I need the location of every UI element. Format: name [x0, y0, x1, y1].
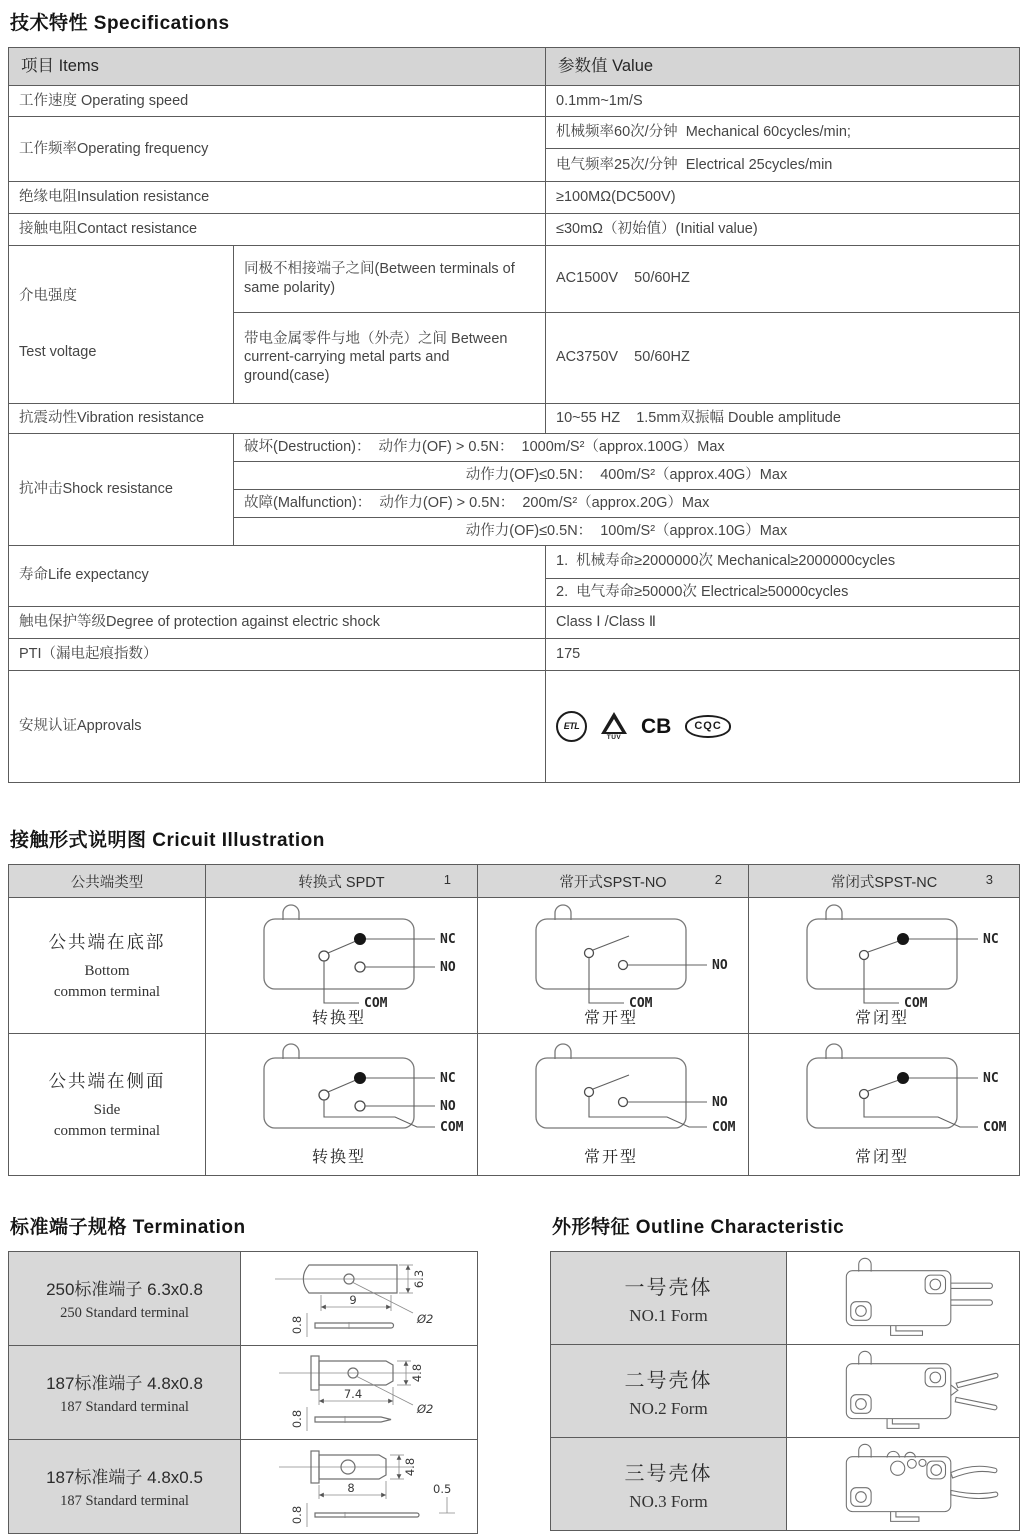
spst-no-bottom-diagram: [481, 899, 746, 1027]
com-wire: [324, 1100, 435, 1127]
dim-extra-leader: [439, 1497, 455, 1513]
outline-row-2-label: [551, 1345, 787, 1438]
termination-row-250-label: [9, 1252, 241, 1346]
terminal-blade-1: [956, 1373, 998, 1387]
plunger: [555, 1044, 571, 1059]
circuit-diagram-nc-side: [749, 1034, 1020, 1176]
circuit-header-spst-no-text: 常开式SPST-NO: [559, 874, 667, 891]
termination-250-label-en: 250 Standard terminal: [60, 1305, 189, 1322]
spst-nc-side-diagram: [752, 1038, 1017, 1166]
nc-contact: [355, 934, 366, 945]
circuit-row-side-label: [9, 1034, 206, 1176]
spec-operating-speed-label: 工作速度 Operating speed: [9, 86, 546, 117]
terminal-chevron: [951, 1385, 958, 1396]
spec-contact-resistance-value: ≤30mΩ（初始值）(Initial value): [546, 214, 1020, 246]
spec-test-voltage-label-en: Test voltage: [19, 344, 97, 361]
terminal-blade-2: [951, 1490, 998, 1498]
nc-label: NC: [440, 1071, 456, 1087]
spec-approvals-label: 安规认证Approvals: [9, 670, 546, 782]
spec-test-voltage-label-cn: 介电强度: [19, 287, 77, 304]
nc-label: NC: [982, 932, 999, 948]
plunger: [283, 1044, 299, 1059]
outline-2-label-cn: 二号壳体: [624, 1369, 713, 1392]
com-label: COM: [982, 1120, 1006, 1136]
circuit-diagram-no-side: [478, 1034, 749, 1176]
tuv-triangle-icon: [601, 712, 627, 734]
plunger: [859, 1258, 871, 1271]
spec-vibration-value: 10~55 HZ 1.5mm双振幅 Double amplitude: [546, 403, 1020, 433]
com-label: COM: [628, 996, 652, 1012]
screw-hole: [856, 1399, 867, 1410]
termination-section-title: 标准端子规格 Termination: [10, 1217, 246, 1239]
dim-length: 7.4: [343, 1387, 363, 1402]
no-contact: [618, 1098, 627, 1107]
dim-extra: 0.5: [433, 1482, 452, 1497]
spst-no-side-diagram: [481, 1038, 746, 1166]
terminal-l-shape: [891, 1512, 919, 1522]
terminal-l-shape: [887, 1419, 919, 1429]
spec-shock-label: 抗冲击Shock resistance: [9, 433, 234, 545]
termination-row-250-drawing: [241, 1252, 478, 1346]
termination-187b-label-cn: 187标准端子 4.8x0.5: [46, 1468, 203, 1488]
spec-insulation-value: ≥100MΩ(DC500V): [546, 182, 1020, 214]
outline-row-1-label: [551, 1252, 787, 1345]
com-pivot: [584, 1088, 593, 1097]
screw-hole: [856, 1306, 867, 1317]
dim-width: 4.8: [410, 1363, 424, 1383]
cb-certification-icon: CB: [641, 714, 672, 738]
etl-icon-text: ETL: [563, 720, 580, 731]
termination-row-187b-label: [9, 1440, 241, 1534]
circuit-header-spst-nc-text: 常闭式SPST-NC: [830, 874, 938, 891]
outline-section: [550, 1212, 1020, 1534]
plunger: [283, 905, 299, 920]
outline-1-label-en: NO.1 Form: [629, 1305, 708, 1325]
screw-hole: [930, 1372, 941, 1383]
circuit-header-num-2: 2: [714, 872, 722, 888]
plunger: [859, 1444, 871, 1457]
tuv-certification-icon: [601, 712, 627, 742]
bottom-common-label-en: [10, 961, 204, 1002]
spec-life-label: 寿命Life expectancy: [9, 545, 546, 606]
outline-section-title: 外形特征 Outline Characteristic: [552, 1217, 845, 1239]
dim-thickness: 0.8: [290, 1409, 304, 1429]
spec-shock-line-1: 破坏(Destruction)： 动作力(OF) > 0.5N： 1000m/S²（approx.100G）Max: [234, 433, 1020, 461]
side-common-label-en: [10, 1100, 204, 1141]
circuit-header-num-3: 3: [985, 872, 993, 888]
diagram-caption: 常开型: [583, 1010, 638, 1028]
dim-thickness: 0.8: [290, 1315, 304, 1335]
spec-pti-label: PTI（漏电起痕指数）: [9, 638, 546, 670]
etl-certification-icon: [556, 711, 587, 742]
plunger: [826, 905, 842, 920]
termination-row-187a-label: [9, 1346, 241, 1440]
plunger: [859, 1351, 871, 1364]
spec-life-electrical: 2. 电气寿命≥50000次 Electrical≥50000cycles: [546, 578, 1020, 606]
side-common-en-2: common terminal: [53, 1122, 161, 1139]
no-label: NO: [711, 958, 728, 974]
outline-3-label-cn: 三号壳体: [624, 1462, 713, 1485]
terminal-250-drawing: [245, 1253, 473, 1339]
spec-life-mechanical: 1. 机械寿命≥2000000次 Mechanical≥2000000cycles: [546, 545, 1020, 578]
spec-operating-speed-value: 0.1mm~1m/S: [546, 86, 1020, 117]
spec-protection-value: Class Ⅰ /Class Ⅱ: [546, 606, 1020, 638]
terminal-blade-2: [955, 1397, 997, 1409]
com-pivot: [859, 951, 868, 960]
circuit-header-common-type: 公共端类型: [9, 865, 206, 898]
switch-form-3-drawing: [789, 1439, 1017, 1524]
termination-row-187b-drawing: [241, 1440, 478, 1534]
diagram-caption: 常开型: [583, 1149, 638, 1167]
outline-3-label-en: NO.3 Form: [629, 1491, 708, 1511]
outline-2-label-en: NO.2 Form: [629, 1398, 708, 1418]
spec-header-value: 参数值 Value: [546, 48, 1020, 86]
no-contact: [355, 962, 365, 972]
circuit-diagram-nc-bottom: [749, 898, 1020, 1034]
com-label: COM: [711, 1120, 735, 1136]
no-label: NO: [711, 1095, 728, 1111]
terminal-187a-drawing: [245, 1347, 473, 1433]
side-common-en-1: Side: [93, 1102, 121, 1119]
plunger: [555, 905, 571, 920]
termination-section: [8, 1212, 478, 1534]
com-wire: [324, 961, 359, 1003]
terminal-blade-1: [951, 1283, 993, 1288]
diagram-caption: 转换型: [311, 1010, 367, 1028]
screw-hole: [931, 1465, 942, 1476]
spec-operating-frequency-label: 工作频率Operating frequency: [9, 117, 546, 182]
nc-contact: [897, 1073, 908, 1084]
spdt-side-diagram: [209, 1038, 474, 1166]
bottom-section: [8, 1212, 1020, 1534]
spec-shock-line-4: 动作力(OF)≤0.5N： 100m/S²（approx.10G）Max: [234, 517, 1020, 545]
tuv-icon-text: TÜV: [606, 733, 622, 741]
spec-test-voltage-label: [9, 246, 234, 404]
detail-circle: [919, 1459, 926, 1466]
dim-thickness: 0.8: [290, 1505, 304, 1525]
termination-table: [8, 1251, 478, 1534]
circuit-diagram-spdt-side: [206, 1034, 478, 1176]
no-contact: [618, 961, 627, 970]
com-pivot: [319, 1090, 329, 1100]
diagram-caption: 转换型: [311, 1149, 367, 1167]
no-label: NO: [440, 1099, 456, 1115]
spec-header-items: 项目 Items: [9, 48, 546, 86]
circuit-section-title: 接触形式说明图 Cricuit Illustration: [10, 830, 325, 852]
spec-test-voltage-terminals-value: AC1500V 50/60HZ: [546, 246, 1020, 313]
circuit-illustration-table: [8, 864, 1020, 1176]
com-wire: [864, 1099, 978, 1127]
bottom-common-en-2: common terminal: [53, 983, 161, 1000]
spec-vibration-label: 抗震动性Vibration resistance: [9, 403, 546, 433]
terminal-blade-1: [951, 1466, 997, 1478]
circuit-header-num-1: 1: [443, 872, 451, 888]
dim-width: 6.3: [412, 1269, 426, 1289]
side-common-label-cn: 公共端在侧面: [48, 1071, 166, 1092]
nc-contact: [355, 1073, 366, 1084]
terminal-blade-2: [951, 1300, 993, 1305]
circuit-header-spdt: [206, 865, 478, 898]
screw-hole: [856, 1492, 867, 1503]
dim-hole: Ø2: [417, 1312, 434, 1327]
bottom-common-label-cn: 公共端在底部: [48, 932, 166, 953]
spec-section-title: 技术特性 Specifications: [10, 13, 230, 34]
nc-label: NC: [440, 932, 456, 948]
approvals-icon-row: [556, 711, 1009, 741]
spec-protection-label: 触电保护等级Degree of protection against electric shock: [9, 606, 546, 638]
terminal-l-shape: [891, 1326, 923, 1336]
detail-circle: [907, 1459, 916, 1468]
circuit-header-spst-nc: [749, 865, 1020, 898]
com-pivot: [584, 949, 593, 958]
spec-insulation-label: 绝缘电阻Insulation resistance: [9, 182, 546, 214]
specifications-table: [8, 47, 1020, 783]
termination-250-label-cn: 250标准端子 6.3x0.8: [46, 1280, 203, 1300]
no-contact: [355, 1101, 365, 1111]
circuit-header-spdt-text: 转换式 SPDT: [298, 874, 385, 891]
com-pivot: [859, 1090, 868, 1099]
com-label: COM: [903, 996, 927, 1012]
termination-row-187a-drawing: [241, 1346, 478, 1440]
dim-length: 9: [349, 1293, 357, 1308]
switch-form-1-drawing: [789, 1253, 1017, 1338]
com-pivot: [319, 951, 329, 961]
bottom-common-en-1: Bottom: [84, 963, 130, 980]
spec-operating-frequency-electrical: 电气频率25次/分钟 Electrical 25cycles/min: [546, 149, 1020, 182]
cqc-icon-text: CQC: [694, 720, 722, 733]
com-wire: [864, 960, 899, 1003]
terminal-side-view: [315, 1513, 419, 1517]
spec-test-voltage-ground-desc: 带电金属零件与地（外壳）之间 Between current-carrying metal parts and ground(case): [234, 312, 546, 403]
detail-circle: [891, 1461, 905, 1475]
switch-form-2-drawing: [789, 1346, 1017, 1431]
termination-187a-label-en: 187 Standard terminal: [60, 1399, 189, 1416]
diagram-caption: 常闭型: [854, 1010, 909, 1028]
spec-test-voltage-terminals-desc: 同极不相接端子之间(Between terminals of same polarity): [234, 246, 546, 313]
spec-test-voltage-ground-value: AC3750V 50/60HZ: [546, 312, 1020, 403]
dim-hole: Ø2: [417, 1402, 434, 1417]
circuit-header-spst-no: [478, 865, 749, 898]
circuit-diagram-no-bottom: [478, 898, 749, 1034]
spec-operating-frequency-mechanical: 机械频率60次/分钟 Mechanical 60cycles/min;: [546, 117, 1020, 149]
outline-row-3-drawing: [787, 1438, 1020, 1531]
dim-width: 4.8: [403, 1457, 417, 1477]
spst-nc-bottom-diagram: [752, 899, 1017, 1027]
diagram-caption: 常闭型: [854, 1149, 909, 1167]
spec-pti-value: 175: [546, 638, 1020, 670]
outline-1-label-cn: 一号壳体: [624, 1276, 713, 1299]
spec-shock-line-3: 故障(Malfunction)： 动作力(OF) > 0.5N： 200m/S²（approx.20G）Max: [234, 489, 1020, 517]
spdt-bottom-diagram: [209, 899, 474, 1027]
cqc-certification-icon: [685, 715, 730, 737]
outline-row-3-label: [551, 1438, 787, 1531]
terminal-187b-drawing: [245, 1441, 473, 1527]
nc-label: NC: [982, 1071, 999, 1087]
nc-contact: [897, 934, 908, 945]
outline-table: [550, 1251, 1020, 1531]
terminal-side-view: [315, 1323, 394, 1328]
com-label: COM: [364, 996, 388, 1012]
spec-shock-line-2: 动作力(OF)≤0.5N： 400m/S²（approx.40G）Max: [234, 461, 1020, 489]
spec-approvals-value: [546, 670, 1020, 782]
circuit-row-bottom-label: [9, 898, 206, 1034]
com-label: COM: [440, 1120, 464, 1136]
termination-187b-label-en: 187 Standard terminal: [60, 1493, 189, 1510]
plunger: [826, 1044, 842, 1059]
termination-187a-label-cn: 187标准端子 4.8x0.8: [46, 1374, 203, 1394]
terminal-side-view: [315, 1417, 391, 1422]
spec-contact-resistance-label: 接触电阻Contact resistance: [9, 214, 546, 246]
dim-length: 8: [347, 1481, 355, 1496]
no-label: NO: [440, 960, 456, 976]
outline-row-2-drawing: [787, 1345, 1020, 1438]
circuit-diagram-spdt-bottom: [206, 898, 478, 1034]
outline-row-1-drawing: [787, 1252, 1020, 1345]
screw-hole: [930, 1279, 941, 1290]
